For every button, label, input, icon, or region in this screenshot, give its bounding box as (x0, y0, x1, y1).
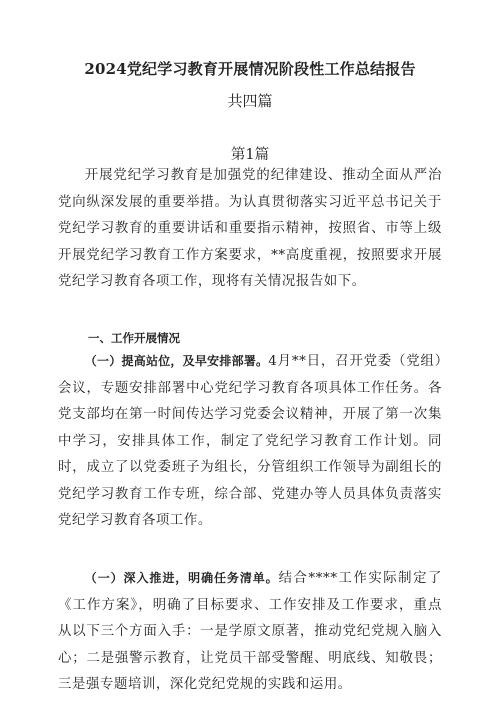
item-1-paragraph (58, 348, 442, 535)
item-2-lead: （一）深入推进，明确任务清单。 (84, 571, 279, 585)
document-subtitle: 共四篇 (227, 92, 273, 110)
item-1-lead: （一）提高站位，及早安排部署。 (84, 354, 269, 368)
item-1-body: 4月**日，召开党委（党组）会议，专题安排部署中心党纪学习教育各项具体工作任务。各党支部均在第一时间传达学习党委会议精神，开展了第一次集中学习，安排具体工作，制定了党纪学习教育工作计划。同时，成立了以党委班子为组长，分管组织工作领导为副组长的党纪学习教育工作专班，综合部、党建办等人员具体负责落实党纪学习教育各项工作。 (58, 354, 442, 528)
item-2-paragraph (58, 565, 442, 699)
item-2-body: 结合****工作实际制定了《工作方案》，明确了目标要求、工作安排及工作要求，重点从以下三个方面入手：一是学原文原著，推动党纪党规入脑入心；二是强警示教育，让党员干部受警醒、明底线、知敬畏；三是强专题培训，深化党纪党规的实践和运用。 (58, 571, 442, 692)
intro-paragraph: 开展党纪学习教育是加强党的纪律建设、推动全面从严治党向纵深发展的重要举措。为认真贯彻落实习近平总书记关于党纪学习教育的重要讲话和重要指示精神，按照省、市等上级开展党纪学习教育工作方案要求，**高度重视，按照要求开展党纪学习教育各项工作，现将有关情况报告如下。 (58, 168, 442, 289)
heading-work-progress: 一、工作开展情况 (88, 331, 180, 345)
document-title: 2024党纪学习教育开展情况阶段性工作总结报告 (84, 60, 416, 78)
section-title: 第1篇 (230, 147, 270, 163)
